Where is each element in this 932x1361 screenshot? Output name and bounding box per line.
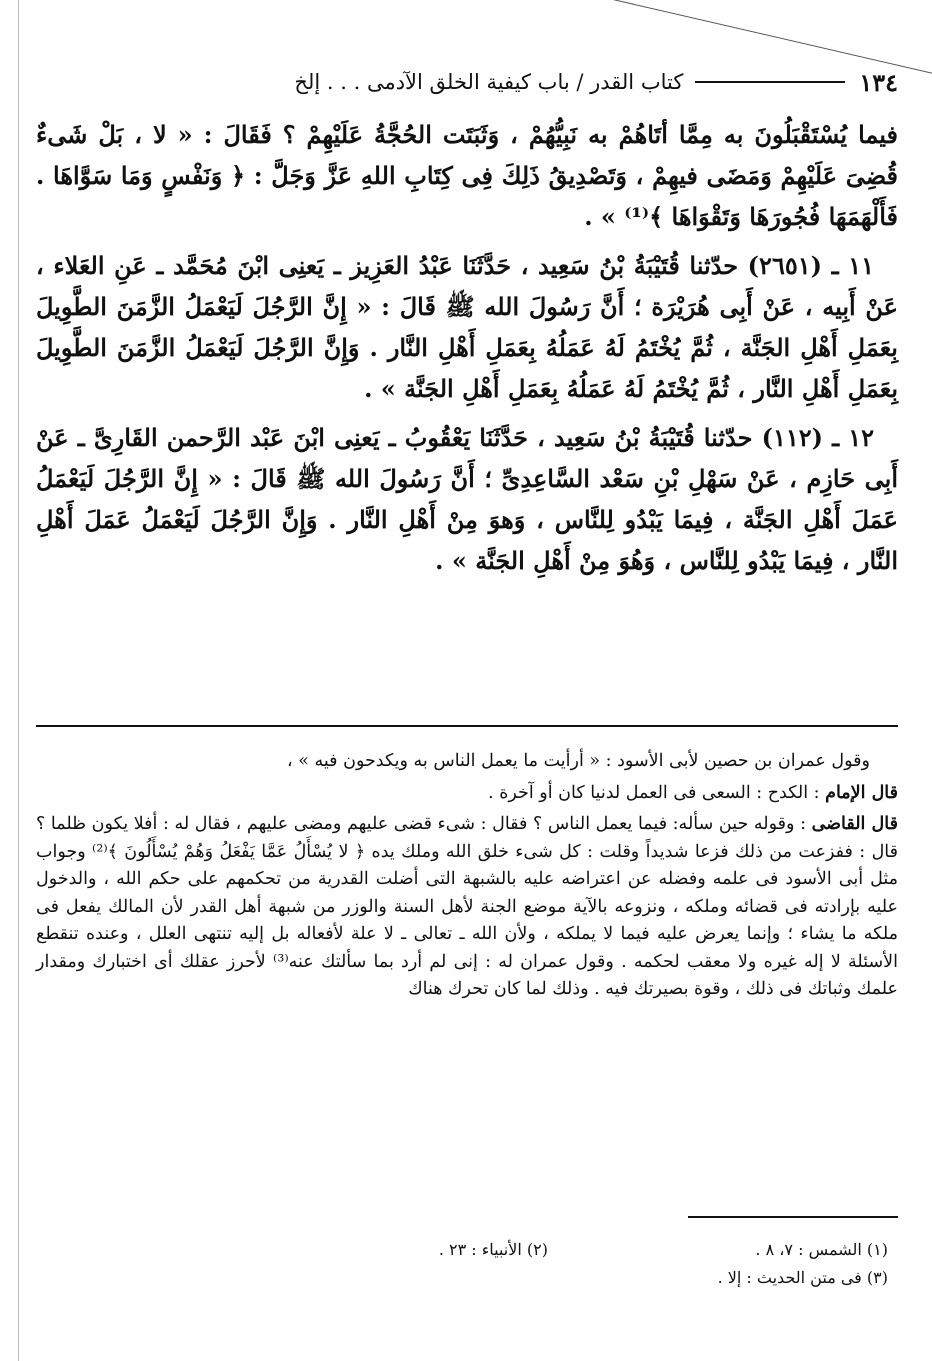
- footnote-2: (٢) الأنبياء : ٢٣ .: [438, 1240, 548, 1259]
- section-divider: [36, 725, 898, 727]
- header-rule: [695, 81, 845, 83]
- footnote-row: [36, 1264, 898, 1292]
- main-paragraph-continuation: فيما يُسْتَقْبَلُونَ به مِمَّا أتَاهُمْ به نَبِيُّهُمْ ، وَثَبَتَت الحُجَّةُ عَلَيْهِمْ ؟ فَقَالَ : « لا ، بَلْ شَىءٌ قُضِىَ عَلَيْهِمْ وَمَضَى فيهِمْ ، وَتَصْدِيقُ ذَلِكَ فِى كِتَابِ اللهِ عَزَّ وَجَلَّ : ﴿ وَنَفْسٍ وَمَا سَوَّاهَا . فَأَلْهَمَهَا فُجُورَهَا وَتَقْوَاهَا ﴾⁽¹⁾ » .: [36, 120, 898, 231]
- commentary-text: [36, 748, 898, 1008]
- commentary-paragraph-1: وقول عمران بن حصين لأبى الأسود : « أرأيت ما يعمل الناس به ويكدحون فيه » ،: [287, 751, 870, 771]
- hadith-11: ١١ ـ (٢٦٥١) حدّثنا قُتَيْبَةُ بْنُ سَعِيد ، حَدَّثَنَا عَبْدُ العَزِيز ـ يَعنِى ابْنَ مُحَمَّد ـ عَنِ العَلاء ، عَنْ أَبِيه ، عَنْ أَبِى هُرَيْرَة ؛ أَنَّ رَسُولَ الله ﷺ قَالَ : « إِنَّ الرَّجُلَ لَيَعْمَلُ الزَّمَنَ الطَّوِيلَ بِعَمَلِ أَهْلِ الجَنَّة ، ثُمَّ يُخْتَمُ لَهُ عَمَلُهُ بِعَمَلِ أَهْلِ النَّار . وَإِنَّ الرَّجُلَ لَيَعْمَلُ الزَّمَنَ الطَّوِيلَ بِعَمَلِ أَهْلِ النَّار ، ثُمَّ يُخْتَمُ لَهُ عَمَلُهُ بِعَمَلِ أَهْلِ الجَنَّة » .: [36, 251, 898, 403]
- page-header: [36, 62, 898, 102]
- commentary-lead-imam: قال الإمام: [825, 782, 898, 803]
- running-title: كتاب القدر / باب كيفية الخلق الآدمى . . . إلخ: [294, 70, 684, 94]
- commentary-text-qadi: : وقوله حين سأله: فيما يعمل الناس ؟ فقال : شىء قضى عليهم ومضى عليهم ، فقال له : أفلا يكون ظلما ؟ قال : ففزعت من ذلك فزعا شديداً وقلت : كل شىء خلق الله وملك يده ﴿ لا يُسْأَلُ عَمَّا يَفْعَلُ وَهُمْ يُسْأَلُونَ ﴾⁽²⁾ وجواب مثل أبى الأسود فى علمه وفضله عن اعتراضه عليه بالشبهة التى أضلت القدرية من تحكمهم على حكم الله ، والدخول عليه بإرادته فى قضائه وملكه ، ونزوعه بالآية موضع الجنة لأهل السنة والوزر من شبهة أهل القدر لأن المالك يفعل فى ملكه ما يشاء ؛ وإنما يعرض عليه فيما لا يملكه ، ولأن الله ـ تعالى ـ لا علة لأفعاله بل إليه تنتهى العلل ، وعنده تنقطع الأسئلة لا إله غيره ولا معقب لحكمه . وقول عمران له : إنى لم أرد بما سألتك عنه⁽³⁾ لأحرز عقلك أى اختبارك ومقدار علمك وثباتك فى ذلك ، وقوة بصيرتك فيه . وذلك لما كان تحرك هناك: [36, 814, 898, 999]
- main-text: [36, 114, 898, 589]
- page-number: ١٣٤: [859, 67, 898, 97]
- footnote-1: (١) الشمس : ٧، ٨ .: [755, 1240, 888, 1259]
- footnote-3: (٣) فى متن الحديث : إلا .: [717, 1268, 888, 1287]
- commentary-text-imam: : الكدح : السعى فى العمل لدنيا كان أو آخرة .: [488, 782, 820, 803]
- footnote-rule: [688, 1216, 898, 1218]
- hadith-12: ١٢ ـ (١١٢) حدّثنا قُتَيْبَةُ بْنُ سَعِيد ، حَدَّثَنَا يَعْقُوبُ ـ يَعنِى ابْنَ عَبْد الرَّحمن القَارِىَّ ـ عَنْ أَبِى حَازِم ، عَنْ سَهْلِ بْنِ سَعْد السَّاعِدِىِّ ؛ أَنَّ رَسُولَ الله ﷺ قَالَ : « إِنَّ الرَّجُلَ لَيَعْمَلُ عَمَلَ أَهْلِ الجَنَّة ، فِيمَا يَبْدُو لِلنَّاس ، وَهوَ مِنْ أَهْلِ النَّار . وَإِنَّ الرَّجُلَ لَيَعْمَلُ عَمَلَ أَهْلِ النَّار ، فِيمَا يَبْدُو لِلنَّاس ، وَهُوَ مِنْ أَهْلِ الجَنَّة » .: [36, 423, 898, 575]
- footnote-row: [36, 1236, 898, 1264]
- commentary-paragraph-2: [36, 780, 898, 808]
- commentary-lead-qadi: قال القاضى: [811, 814, 898, 834]
- scan-margin-line: [18, 0, 19, 1361]
- footnotes: [36, 1236, 898, 1292]
- commentary-paragraph-3: [36, 811, 898, 1004]
